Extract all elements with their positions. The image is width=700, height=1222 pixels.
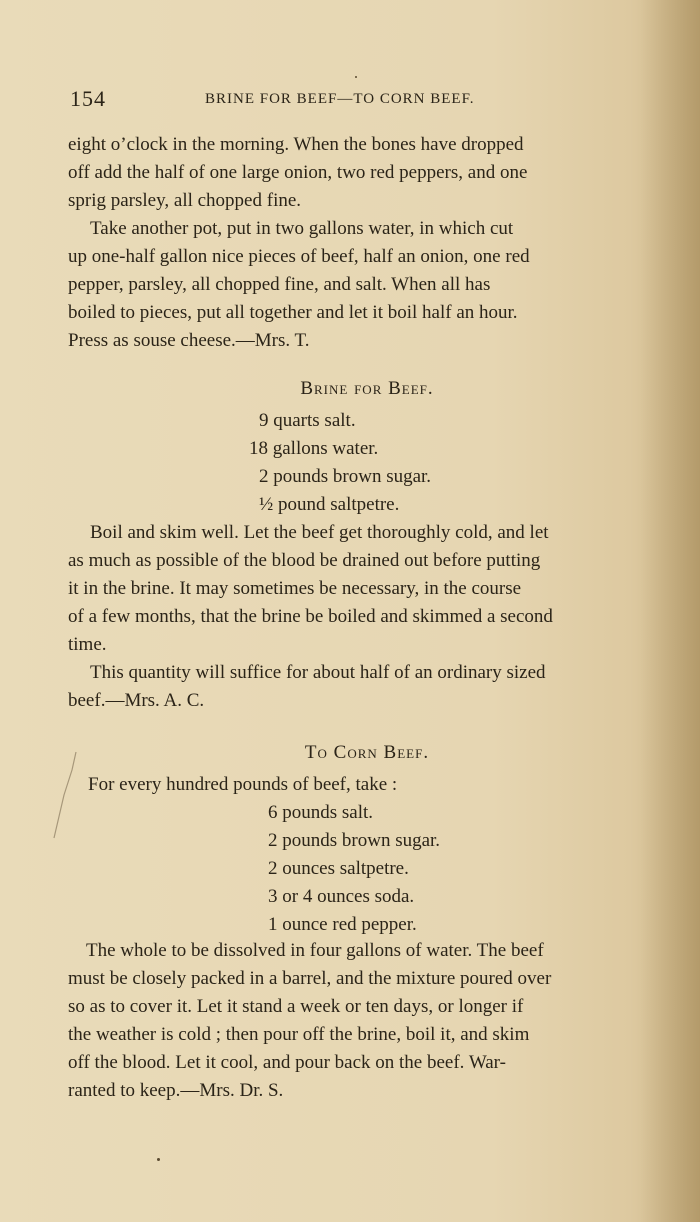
text-line: up one-half gallon nice pieces of beef, half an onion, one red <box>68 246 530 267</box>
recipe-title-corn-beef: To Corn Beef. <box>304 742 430 763</box>
text-line: The whole to be dissolved in four gallons of water. The beef <box>86 940 544 961</box>
attribution-line: beef.—Mrs. A. C. <box>68 690 205 711</box>
ink-spot <box>355 76 357 78</box>
ingredient-item: 2 ounces saltpetre. <box>268 858 409 879</box>
ingredient-item: 2 pounds brown sugar. <box>259 466 432 487</box>
text-line: so as to cover it. Let it stand a week or ten days, or longer if <box>68 996 524 1017</box>
pencil-mark-icon <box>50 750 78 840</box>
text-line: the weather is cold ; then pour off the brine, boil it, and skim <box>68 1024 530 1045</box>
running-head: BRINE FOR BEEF—TO CORN BEEF. <box>205 91 475 107</box>
text-line: off add the half of one large onion, two red peppers, and one <box>68 162 528 183</box>
text-line: it in the brine. It may sometimes be necessary, in the course <box>68 578 522 599</box>
attribution-line: Press as souse cheese.—Mrs. T. <box>68 330 310 351</box>
text-line: This quantity will suffice for about half of an ordinary sized <box>90 662 546 683</box>
text-line: must be closely packed in a barrel, and the mixture poured over <box>68 968 552 989</box>
recipe-title-brine: Brine for Beef. <box>300 378 434 399</box>
text-line: For every hundred pounds of beef, take : <box>88 774 398 795</box>
text-line: boiled to pieces, put all together and let it boil half an hour. <box>68 302 518 323</box>
ingredient-item: 18 gallons water. <box>249 438 379 459</box>
ingredient-item: ½ pound saltpetre. <box>259 494 400 515</box>
text-line: Take another pot, put in two gallons water, in which cut <box>90 218 514 239</box>
text-line: Boil and skim well. Let the beef get thoroughly cold, and let <box>90 522 549 543</box>
page-number: 154 <box>70 86 106 111</box>
attribution-line: ranted to keep.—Mrs. Dr. S. <box>68 1080 284 1101</box>
ingredient-item: 9 quarts salt. <box>259 410 356 431</box>
ingredient-item: 3 or 4 ounces soda. <box>268 886 415 907</box>
text-line: eight o’clock in the morning. When the bones have dropped <box>68 134 524 155</box>
text-line: sprig parsley, all chopped fine. <box>68 190 302 211</box>
text-line: time. <box>68 634 107 655</box>
ink-spot <box>157 1158 160 1161</box>
text-line: of a few months, that the brine be boiled and skimmed a second <box>68 606 553 627</box>
text-line: off the blood. Let it cool, and pour back on the beef. War- <box>68 1052 506 1073</box>
text-line: as much as possible of the blood be drained out before putting <box>68 550 541 571</box>
page-shadow <box>640 0 700 1222</box>
text-line: pepper, parsley, all chopped fine, and salt. When all has <box>68 274 491 295</box>
ingredient-item: 2 pounds brown sugar. <box>268 830 441 851</box>
ingredient-item: 6 pounds salt. <box>268 802 374 823</box>
page-header <box>70 86 660 114</box>
ingredient-item: 1 ounce red pepper. <box>268 914 417 935</box>
